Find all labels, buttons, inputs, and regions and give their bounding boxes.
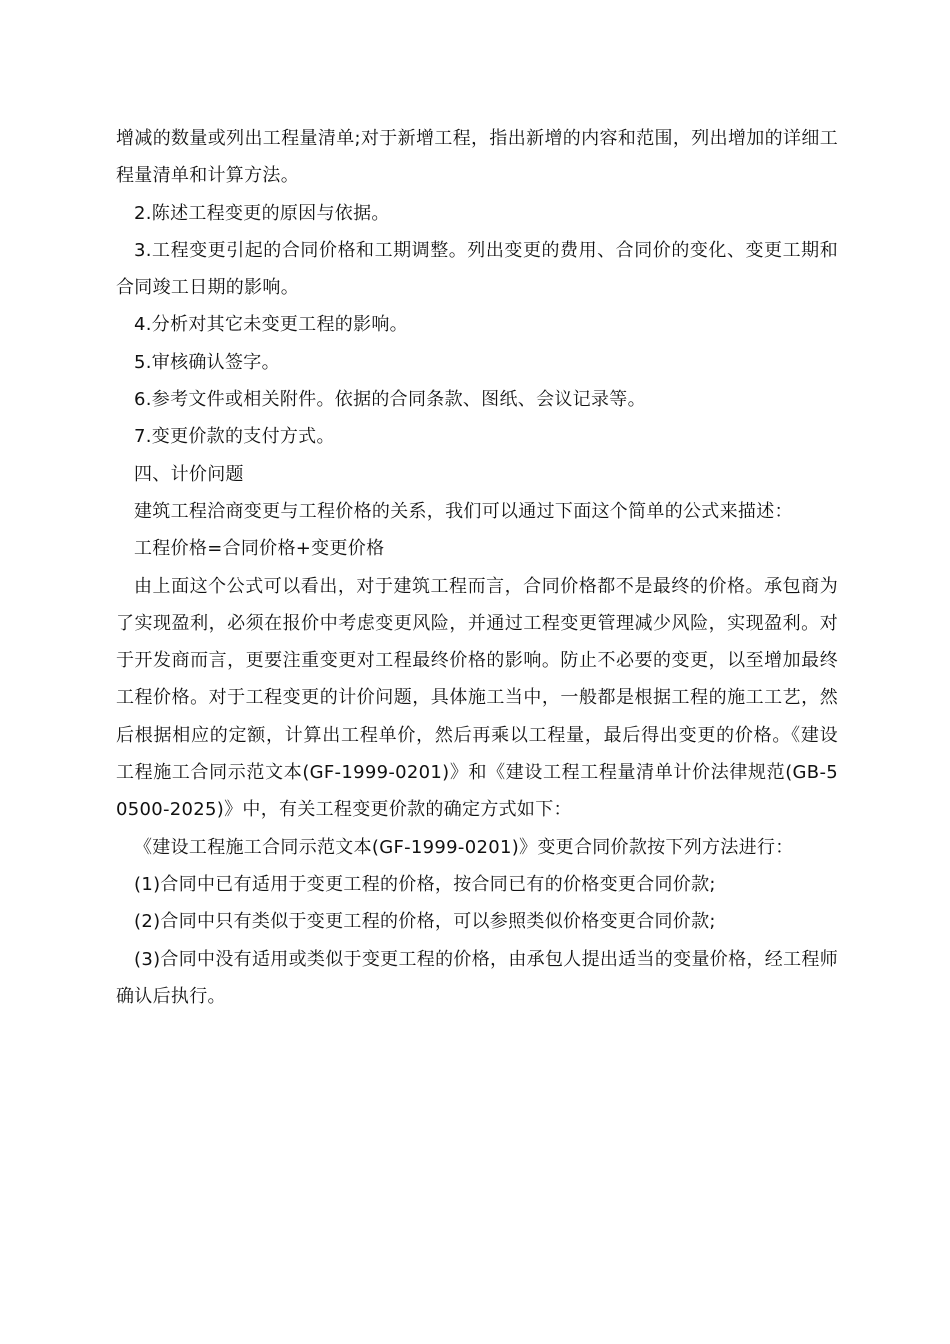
paragraph-item-7: 7.变更价款的支付方式。	[134, 426, 335, 448]
paragraph-relationship: 建筑工程洽商变更与工程价格的关系，我们可以通过下面这个简单的公式来描述：	[134, 500, 793, 522]
paragraph-analysis: 由上面这个公式可以看出，对于建筑工程而言，合同价格都不是最终的价格。承包商为了实现盈利，必须在报价中考虑变更风险，并通过工程变更管理减少风险，实现盈利。对于开发商而言，更要注重变更对工程最终价格的影响。防止不必要的变更，以至增加最终工程价格。对于工程变更的计价问题，具体施工当中，一般都是根据工程的施工工艺，然后根据相应的定额，计算出工程单价，然后再乘以工程量，最后得出变更的价格。《建设工程施工合同示范文本(GF-1999-0201)》和《建设工程工程量清单计价法律规范(GB-50500-2025)》中，有关工程变更价款的确定方式如下：	[116, 575, 838, 821]
section-heading-pricing: 四、计价问题	[134, 463, 244, 485]
document-body	[116, 120, 838, 1015]
paragraph-method-3: (3)合同中没有适用或类似于变更工程的价格，由承包人提出适当的变量价格，经工程师确认后执行。	[116, 948, 838, 1007]
paragraph-item-4: 4.分析对其它未变更工程的影响。	[134, 314, 408, 336]
paragraph-item-2: 2.陈述工程变更的原因与依据。	[134, 202, 390, 224]
paragraph-method-2: (2)合同中只有类似于变更工程的价格，可以参照类似价格变更合同价款;	[134, 911, 716, 933]
paragraph-formula: 工程价格=合同价格+变更价格	[134, 538, 385, 560]
paragraph-method-1: (1)合同中已有适用于变更工程的价格，按合同已有的价格变更合同价款;	[134, 873, 716, 895]
paragraph-contract-text-intro: 《建设工程施工合同示范文本(GF-1999-0201)》变更合同价款按下列方法进行：	[134, 836, 794, 858]
paragraph-item-6: 6.参考文件或相关附件。依据的合同条款、图纸、会议记录等。	[134, 389, 646, 411]
paragraph-item-5: 5.审核确认签字。	[134, 351, 280, 373]
paragraph-continued-list: 增减的数量或列出工程量清单;对于新增工程，指出新增的内容和范围，列出增加的详细工程量清单和计算方法。	[116, 128, 838, 187]
paragraph-item-3: 3.工程变更引起的合同价格和工期调整。列出变更的费用、合同价的变化、变更工期和合同竣工日期的影响。	[116, 239, 838, 299]
